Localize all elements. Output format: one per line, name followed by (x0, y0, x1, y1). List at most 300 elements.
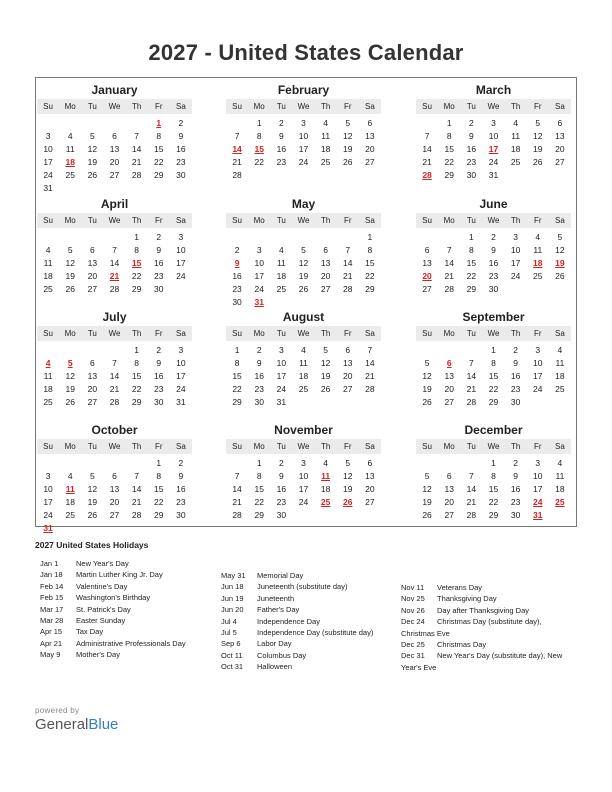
weekday-label: Mo (253, 102, 265, 111)
day-cell: 30 (176, 170, 186, 180)
day-cell: 17 (533, 484, 543, 494)
month-name: May (291, 197, 316, 211)
weekday-label: Mo (64, 442, 76, 451)
day-cell: 26 (65, 284, 75, 294)
day-cell: 4 (67, 471, 73, 481)
day-cell: 29 (488, 397, 499, 407)
day-cell: 24 (43, 510, 53, 520)
day-cell: 24 (254, 284, 264, 294)
empty-cell (81, 231, 103, 244)
holiday-column (221, 570, 393, 673)
day-cell: 21 (422, 157, 432, 167)
day-cell: 27 (320, 284, 331, 294)
day-cell: 5 (535, 118, 541, 128)
holiday-day-cell: 9 (234, 258, 240, 268)
day-cell: 1 (468, 232, 474, 242)
month-april (37, 195, 192, 296)
day-grid (37, 231, 192, 296)
day-cell: 10 (254, 258, 264, 268)
day-cell: 16 (254, 371, 264, 381)
day-cell: 15 (365, 258, 375, 268)
empty-cell (460, 457, 482, 470)
day-cell: 22 (254, 497, 264, 507)
day-cell: 21 (466, 497, 477, 507)
weekday-label: We (297, 102, 310, 111)
day-cell: 30 (488, 284, 499, 294)
day-cell: 6 (557, 118, 563, 128)
holiday-date: Jul 4 (221, 616, 237, 626)
weekday-label: Th (131, 329, 142, 338)
day-cell: 22 (154, 497, 164, 507)
day-cell: 15 (232, 371, 242, 381)
day-cell: 10 (276, 358, 287, 368)
weekday-label: We (487, 216, 500, 225)
holiday-name: Father's Day (257, 605, 300, 615)
weekday-header (226, 326, 381, 341)
weekday-label: Mo (64, 216, 76, 225)
day-cell: 5 (67, 245, 73, 255)
day-cell: 12 (87, 144, 98, 154)
day-cell: 17 (298, 484, 309, 494)
empty-cell (438, 457, 460, 470)
weekday-label: Tu (87, 329, 97, 338)
day-cell: 21 (232, 157, 242, 167)
day-cell: 9 (256, 358, 262, 368)
holiday-date: Jul 5 (221, 628, 237, 638)
weekday-label: Th (320, 442, 331, 451)
day-cell: 19 (65, 271, 75, 281)
day-cell: 18 (65, 497, 75, 507)
day-cell: 16 (276, 484, 287, 494)
holiday-day-cell: 21 (109, 271, 120, 281)
weekday-label: Th (510, 329, 521, 338)
day-cell: 6 (112, 131, 117, 141)
day-cell: 13 (365, 131, 375, 141)
weekday-label: Su (43, 216, 53, 225)
weekday-label: Su (422, 329, 432, 338)
day-cell: 3 (256, 245, 262, 255)
day-cell: 29 (131, 397, 142, 407)
day-cell: 28 (131, 510, 142, 520)
holiday-date: Jan 18 (40, 570, 63, 580)
day-cell: 16 (488, 258, 499, 268)
day-cell: 4 (278, 245, 284, 255)
holiday-date: Dec 31 (401, 651, 425, 661)
day-cell: 16 (154, 258, 164, 268)
day-cell: 11 (555, 471, 565, 481)
day-cell: 7 (424, 131, 430, 141)
day-cell: 6 (345, 345, 351, 355)
day-cell: 27 (555, 157, 565, 167)
holiday-row (40, 615, 215, 626)
holiday-day-cell: 17 (488, 144, 499, 154)
day-cell: 31 (276, 397, 287, 407)
day-cell: 27 (343, 384, 353, 394)
day-cell: 16 (510, 371, 521, 381)
day-cell: 2 (513, 458, 518, 468)
day-cell: 7 (468, 471, 474, 481)
weekday-label: Mo (443, 216, 455, 225)
weekday-label: Tu (276, 329, 286, 338)
day-cell: 1 (491, 458, 496, 468)
day-cell: 23 (154, 271, 164, 281)
day-cell: 1 (156, 458, 162, 468)
weekday-label: Sa (365, 102, 375, 111)
holiday-name: Washington's Birthday (76, 593, 151, 603)
weekday-label: We (487, 329, 500, 338)
day-grid (37, 117, 192, 195)
month-october (37, 421, 192, 535)
holiday-day-cell: 24 (533, 497, 543, 507)
day-cell: 22 (154, 157, 164, 167)
day-cell: 2 (234, 245, 240, 255)
holiday-name: Juneteenth (substitute day) (257, 582, 348, 592)
day-cell: 19 (533, 144, 543, 154)
weekday-label: Sa (365, 442, 375, 451)
day-cell: 9 (513, 471, 518, 481)
day-cell: 19 (343, 484, 353, 494)
holiday-name: Christmas Day (substitute day), (437, 617, 542, 627)
day-cell: 15 (154, 484, 164, 494)
day-grid (226, 457, 381, 522)
day-cell: 31 (43, 183, 53, 193)
holiday-row (401, 593, 577, 604)
day-cell: 5 (89, 471, 95, 481)
day-cell: 17 (298, 144, 309, 154)
day-cell: 15 (254, 484, 264, 494)
day-cell: 3 (278, 345, 284, 355)
empty-cell (81, 344, 103, 357)
weekday-label: Mo (64, 329, 76, 338)
weekday-label: Fr (533, 329, 542, 338)
day-cell: 4 (557, 345, 563, 355)
holiday-row-continued (401, 662, 577, 673)
empty-cell (37, 231, 59, 244)
weekday-label: Sa (176, 442, 186, 451)
day-cell: 31 (488, 170, 499, 180)
weekday-label: Tu (466, 442, 476, 451)
weekday-label: Sa (555, 442, 565, 451)
holiday-name: Mother's Day (76, 650, 120, 660)
day-cell: 22 (131, 384, 142, 394)
day-cell: 23 (466, 157, 477, 167)
weekday-label: Su (232, 442, 242, 451)
day-cell: 7 (468, 358, 474, 368)
day-cell: 8 (256, 131, 262, 141)
day-cell: 10 (533, 471, 543, 481)
day-cell: 18 (43, 271, 53, 281)
day-cell: 10 (176, 358, 186, 368)
day-cell: 17 (254, 271, 264, 281)
holiday-row (401, 616, 577, 627)
weekday-label: We (297, 442, 310, 451)
day-cell: 27 (365, 157, 375, 167)
day-cell: 21 (131, 157, 142, 167)
day-cell: 14 (131, 144, 142, 154)
empty-cell (37, 457, 59, 470)
day-cell: 16 (176, 484, 186, 494)
day-cell: 29 (444, 170, 454, 180)
day-cell: 17 (533, 371, 543, 381)
empty-cell (416, 344, 438, 357)
day-cell: 2 (278, 118, 284, 128)
weekday-header (226, 439, 381, 454)
day-cell: 6 (446, 471, 452, 481)
day-cell: 20 (109, 497, 120, 507)
day-cell: 5 (345, 458, 351, 468)
day-cell: 26 (298, 284, 309, 294)
day-cell: 28 (232, 510, 242, 520)
holiday-day-cell: 6 (446, 358, 452, 368)
day-cell: 8 (367, 245, 373, 255)
day-cell: 12 (298, 258, 309, 268)
weekday-label: Fr (533, 102, 542, 111)
holiday-day-cell: 11 (65, 484, 75, 494)
empty-cell (103, 344, 125, 357)
weekday-label: Mo (64, 102, 76, 111)
day-cell: 24 (43, 170, 53, 180)
holiday-name: Martin Luther King Jr. Day (76, 570, 163, 580)
day-cell: 29 (488, 510, 499, 520)
day-cell: 23 (232, 284, 242, 294)
month-name: September (462, 310, 525, 324)
day-cell: 25 (43, 284, 53, 294)
day-cell: 5 (345, 118, 351, 128)
weekday-label: Th (131, 442, 142, 451)
day-cell: 24 (298, 497, 309, 507)
holiday-date: Oct 11 (221, 650, 243, 660)
weekday-label: Th (320, 102, 331, 111)
day-cell: 4 (557, 458, 563, 468)
weekday-label: Th (131, 102, 142, 111)
day-cell: 1 (134, 345, 139, 355)
day-cell: 20 (87, 271, 98, 281)
day-cell: 23 (254, 384, 264, 394)
day-cell: 16 (466, 144, 477, 154)
empty-cell (226, 457, 248, 470)
holiday-day-cell: 15 (131, 258, 142, 268)
holiday-date: Apr 21 (40, 638, 63, 648)
day-cell: 27 (422, 284, 432, 294)
day-cell: 28 (466, 510, 477, 520)
day-cell: 13 (365, 471, 375, 481)
holiday-row (401, 639, 577, 650)
day-cell: 11 (299, 358, 308, 368)
day-cell: 28 (131, 170, 142, 180)
day-cell: 24 (176, 271, 186, 281)
day-cell: 7 (234, 131, 240, 141)
weekday-label: Su (232, 102, 242, 111)
weekday-label: Su (422, 442, 432, 451)
day-cell: 4 (301, 345, 306, 355)
weekday-header (416, 99, 571, 114)
day-cell: 19 (298, 271, 309, 281)
day-cell: 24 (533, 384, 543, 394)
weekday-label: Sa (365, 216, 375, 225)
holiday-row (40, 649, 215, 660)
holiday-day-cell: 31 (43, 523, 53, 533)
holiday-day-cell: 18 (533, 258, 543, 268)
weekday-label: Sa (176, 329, 186, 338)
holiday-date: Feb 14 (40, 581, 64, 591)
day-cell: 18 (555, 484, 565, 494)
day-cell: 29 (466, 284, 477, 294)
month-name: November (274, 423, 333, 437)
day-cell: 2 (256, 345, 262, 355)
day-cell: 30 (276, 510, 287, 520)
day-cell: 12 (343, 131, 353, 141)
day-cell: 14 (131, 484, 142, 494)
day-cell: 28 (365, 384, 375, 394)
holiday-name: Easter Sunday (76, 616, 126, 626)
day-cell: 18 (555, 371, 565, 381)
holiday-date: Nov 25 (401, 594, 425, 604)
day-cell: 16 (176, 144, 186, 154)
weekday-label: Th (510, 102, 521, 111)
day-cell: 26 (533, 157, 543, 167)
weekday-label: Mo (253, 216, 265, 225)
day-cell: 30 (254, 397, 264, 407)
weekday-label: Fr (154, 102, 163, 111)
holiday-day-cell: 31 (254, 297, 264, 307)
empty-cell (337, 231, 359, 244)
holiday-name: Day after Thanksgiving Day (437, 605, 529, 615)
holiday-name: Memorial Day (257, 571, 304, 580)
day-cell: 17 (43, 497, 53, 507)
month-july (37, 308, 192, 409)
holiday-day-cell: 15 (254, 144, 264, 154)
empty-cell (438, 344, 460, 357)
brand-logo (35, 706, 118, 733)
weekday-header (37, 213, 192, 228)
day-cell: 25 (298, 384, 309, 394)
day-cell: 8 (491, 471, 496, 481)
day-cell: 6 (112, 471, 117, 481)
empty-cell (226, 231, 248, 244)
day-cell: 3 (45, 471, 51, 481)
day-cell: 3 (535, 458, 541, 468)
weekday-label: Su (232, 329, 242, 338)
day-cell: 15 (131, 371, 142, 381)
day-cell: 29 (131, 284, 142, 294)
day-cell: 2 (278, 458, 284, 468)
day-grid (416, 344, 571, 409)
holiday-name: Labor Day (257, 639, 292, 649)
day-cell: 10 (43, 484, 53, 494)
day-cell: 8 (156, 131, 162, 141)
day-cell: 2 (156, 232, 162, 242)
day-cell: 25 (533, 271, 543, 281)
empty-cell (103, 457, 125, 470)
day-cell: 20 (444, 384, 454, 394)
weekday-label: Sa (555, 216, 565, 225)
day-cell: 27 (87, 397, 98, 407)
empty-cell (37, 344, 59, 357)
holiday-date: Feb 15 (40, 593, 64, 603)
month-august (226, 308, 381, 409)
day-cell: 29 (232, 397, 242, 407)
weekday-label: Th (320, 329, 331, 338)
day-cell: 27 (444, 510, 454, 520)
page-title: 2027 - United States Calendar (148, 40, 464, 65)
day-cell: 29 (254, 510, 264, 520)
day-cell: 10 (488, 131, 499, 141)
day-cell: 26 (422, 510, 432, 520)
day-cell: 14 (232, 484, 242, 494)
holiday-date: May 9 (40, 650, 61, 660)
day-cell: 13 (87, 258, 98, 268)
weekday-label: We (487, 102, 500, 111)
day-cell: 10 (298, 131, 309, 141)
empty-cell (315, 231, 337, 244)
weekday-label: Sa (365, 329, 375, 338)
day-cell: 5 (89, 131, 95, 141)
holiday-name: New Year's Day (substitute day), New (437, 651, 563, 661)
day-cell: 10 (298, 471, 309, 481)
empty-cell (81, 117, 103, 130)
day-cell: 26 (65, 397, 75, 407)
holiday-date: Dec 25 (401, 640, 425, 650)
holiday-row (221, 593, 393, 604)
day-cell: 9 (178, 131, 184, 141)
day-cell: 23 (154, 384, 164, 394)
day-cell: 9 (178, 471, 184, 481)
weekday-label: Th (131, 216, 142, 225)
day-cell: 15 (466, 258, 477, 268)
weekday-label: Tu (466, 329, 476, 338)
holiday-day-cell: 5 (67, 358, 73, 368)
day-cell: 4 (323, 118, 328, 128)
day-cell: 3 (301, 118, 306, 128)
holiday-name: Columbus Day (257, 650, 307, 660)
day-cell: 5 (424, 471, 430, 481)
weekday-label: Tu (87, 102, 97, 111)
holiday-name: Independence Day (substitute day) (257, 628, 374, 638)
day-cell: 16 (232, 271, 242, 281)
day-cell: 12 (87, 484, 98, 494)
day-cell: 1 (256, 458, 262, 468)
day-cell: 19 (87, 157, 98, 167)
day-cell: 18 (276, 271, 287, 281)
day-cell: 28 (466, 397, 477, 407)
holiday-row (40, 604, 215, 615)
day-cell: 13 (343, 358, 353, 368)
day-cell: 16 (154, 371, 164, 381)
generalblue-logo (35, 716, 118, 733)
holiday-day-cell: 25 (320, 497, 331, 507)
day-cell: 30 (154, 397, 164, 407)
weekday-header (226, 99, 381, 114)
holiday-name: Independence Day (257, 616, 320, 626)
day-cell: 26 (87, 510, 98, 520)
day-cell: 23 (176, 157, 186, 167)
weekday-label: Su (232, 216, 242, 225)
weekday-label: Fr (154, 329, 163, 338)
day-cell: 21 (131, 497, 142, 507)
month-may (226, 195, 381, 309)
day-cell: 2 (178, 118, 184, 128)
day-cell: 24 (276, 384, 287, 394)
day-cell: 2 (156, 345, 162, 355)
holiday-row (221, 604, 393, 615)
day-cell: 22 (466, 271, 477, 281)
month-march (416, 81, 571, 182)
day-cell: 7 (112, 358, 117, 368)
weekday-label: Fr (154, 216, 163, 225)
day-cell: 18 (43, 384, 53, 394)
day-cell: 28 (109, 397, 120, 407)
weekday-label: Fr (343, 442, 352, 451)
